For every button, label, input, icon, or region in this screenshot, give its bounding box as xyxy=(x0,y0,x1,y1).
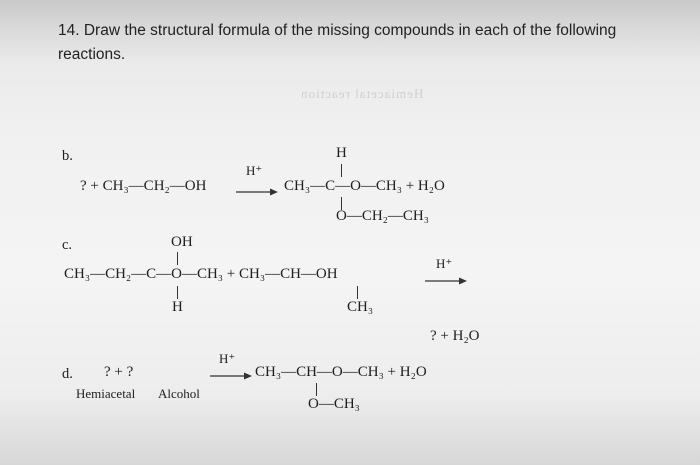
part-c-main: CH₃—CH₂—C—O—CH₃ + CH₃—CH—OH xyxy=(64,266,338,282)
part-c-bond-top xyxy=(177,252,178,265)
part-d-reactant2-name: Alcohol xyxy=(158,386,200,401)
part-d-reactants: ? + ? xyxy=(104,364,134,380)
part-b-reactants: ? + CH₃—CH₂—OH xyxy=(80,178,207,194)
part-b-top-atom: H xyxy=(336,145,347,161)
part-d-bond-bottom xyxy=(316,383,317,396)
part-b-label: b. xyxy=(62,148,73,164)
part-b-catalyst: H⁺ xyxy=(246,163,263,178)
part-c-arrow-icon xyxy=(425,276,467,286)
part-b-bond-top xyxy=(341,164,342,177)
part-c-products: ? + H₂O xyxy=(430,328,480,344)
part-d-reactant1-name: Hemiacetal xyxy=(76,386,136,401)
part-c-bond-ch3 xyxy=(357,286,358,299)
part-b-product: CH₃—C—O—CH₃ + H₂O xyxy=(284,178,445,194)
part-d-label: d. xyxy=(62,366,73,382)
part-c-label: c. xyxy=(62,237,73,253)
part-d-product: CH₃—CH—O—CH₃ + H₂O xyxy=(255,364,427,380)
part-d-product-sub: O—CH₃ xyxy=(308,396,360,412)
part-c-top-group: OH xyxy=(171,234,193,250)
question-title: 14. Draw the structural formula of the missing compounds in each of the following reactions. xyxy=(58,22,617,63)
part-b-arrow-icon xyxy=(236,187,278,197)
part-d-catalyst: H⁺ xyxy=(219,351,236,366)
part-d-arrow-icon xyxy=(210,371,252,381)
part-c-bottom-h: H xyxy=(172,299,183,315)
bleed-through-text: Hemiacetal reaction xyxy=(300,86,424,101)
part-b-product-sub: O—CH₂—CH₃ xyxy=(336,208,429,224)
part-c-bottom-ch3: CH₃ xyxy=(347,299,374,315)
part-c-bond-bottom xyxy=(177,286,178,299)
part-c-catalyst: H⁺ xyxy=(436,256,453,271)
